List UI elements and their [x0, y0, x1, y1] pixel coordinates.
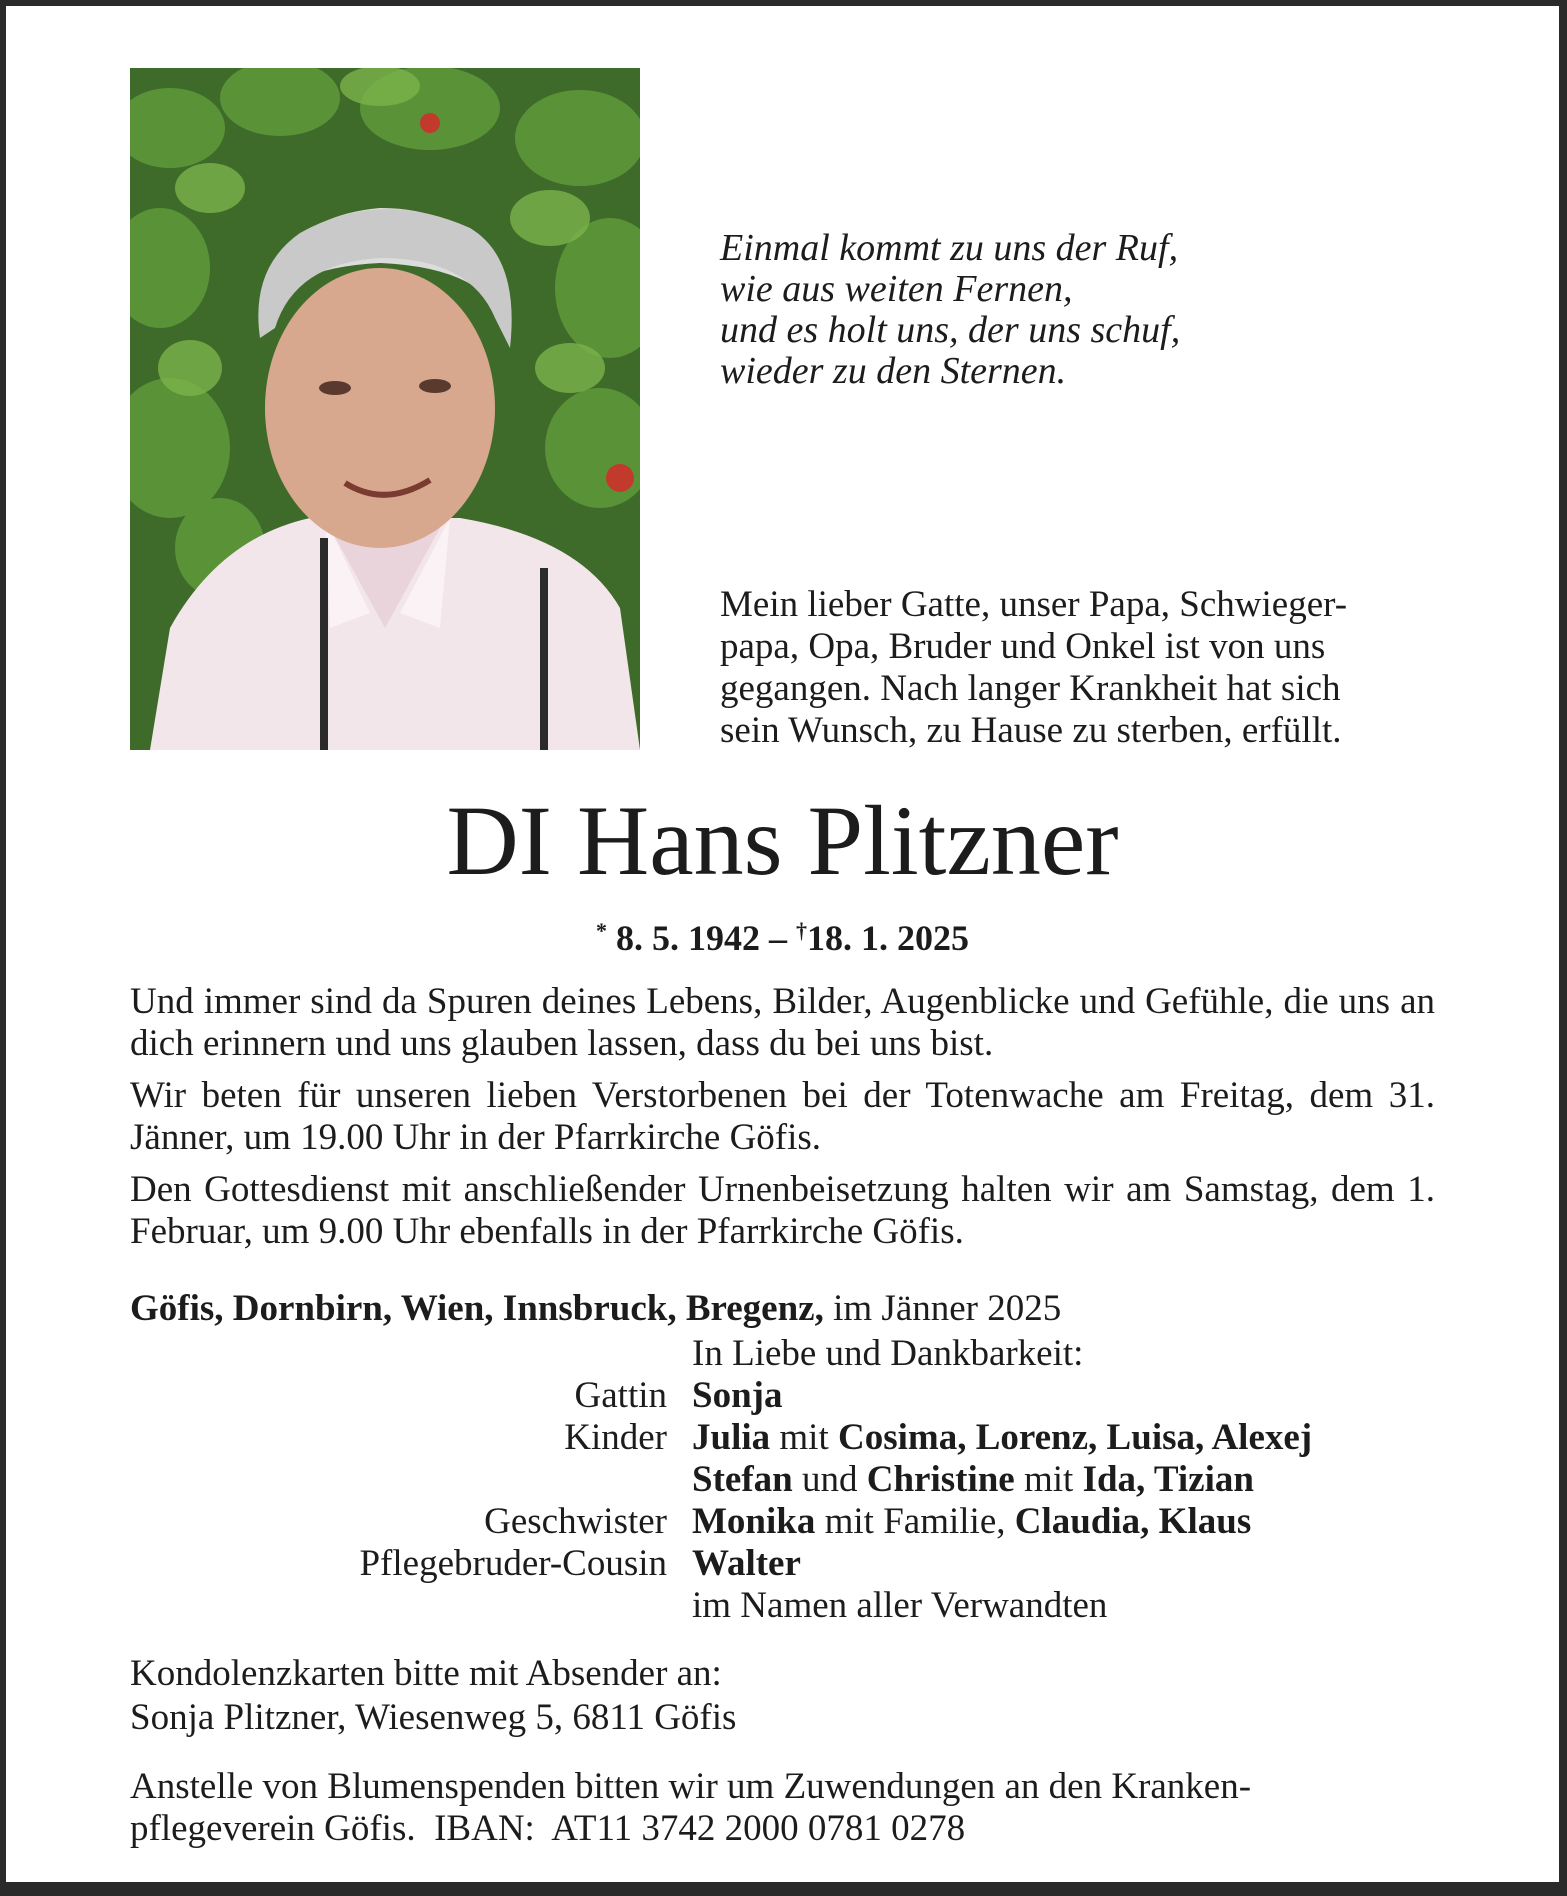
body-paragraphs: [130, 981, 1435, 1263]
place-date: im Jänner 2025: [833, 1288, 1062, 1329]
signoff-row-geschwister: [6, 1501, 1559, 1543]
connector-text: mit: [1023, 1459, 1074, 1500]
place-date-line: [130, 1288, 1061, 1330]
paragraph-service: Den Gottesdienst mit anschließender Urnenbeisetzung halten wir am Samstag, dem 1. Februar, um 9.00 Uhr ebenfalls in der Pfarrkirche Göfis.: [130, 1169, 1435, 1252]
signoff-heading-row: [6, 1333, 1559, 1375]
relation-label: Pflegebruder-Cousin: [359, 1543, 667, 1584]
signoff-heading: In Liebe und Dankbarkeit:: [692, 1333, 1084, 1374]
signoff-closing: im Namen aller Verwandten: [692, 1585, 1108, 1626]
intro-line: sein Wunsch, zu Hause zu sterben, erfüllt.: [720, 710, 1342, 751]
relative-name: Sonja: [692, 1375, 783, 1416]
birth-date: 8. 5. 1942: [616, 918, 760, 958]
relation-label: Geschwister: [484, 1501, 667, 1542]
poem-line: Einmal kommt zu uns der Ruf,: [720, 227, 1179, 269]
signoff-row-gattin: [6, 1375, 1559, 1417]
birth-symbol: *: [596, 918, 607, 943]
relation-label: Gattin: [574, 1375, 667, 1416]
relative-name: Walter: [692, 1543, 801, 1584]
paragraph-wake: Wir beten für unseren lieben Verstorbenen bei der Totenwache am Freitag, dem 31. Jänner, um 19.00 Uhr in der Pfarrkirche Göfis.: [130, 1075, 1435, 1158]
relative-names: Claudia, Klaus: [1014, 1501, 1252, 1542]
relation-label: Kinder: [564, 1417, 667, 1458]
donation-note: [130, 1766, 1435, 1850]
poem-line: wieder zu den Sternen.: [720, 350, 1067, 392]
date-dash: –: [769, 918, 787, 958]
signoff-row-kinder-2: [6, 1459, 1559, 1501]
donation-line: pflegeverein Göfis. IBAN: AT11 3742 2000 0781 0278: [130, 1808, 966, 1849]
poem-line: und es holt uns, der uns schuf,: [720, 309, 1181, 351]
connector-text: und: [801, 1459, 858, 1500]
intro-line: Mein lieber Gatte, unser Papa, Schwieger-: [720, 584, 1348, 625]
life-dates: [6, 909, 1559, 960]
relative-name: Christine: [866, 1459, 1015, 1500]
relative-names: Ida, Tizian: [1082, 1459, 1254, 1500]
signoff-row-kinder: [6, 1417, 1559, 1459]
intro-line: papa, Opa, Bruder und Onkel ist von uns: [720, 626, 1326, 667]
relative-name: Monika: [692, 1501, 816, 1542]
obituary-page: [6, 6, 1559, 1882]
death-date: 18. 1. 2025: [807, 918, 969, 958]
condolence-address: [130, 1652, 736, 1740]
death-symbol: †: [796, 918, 807, 943]
relative-names: Cosima, Lorenz, Luisa, Alexej: [837, 1417, 1313, 1458]
condolence-line: Kondolenzkarten bitte mit Absender an:: [130, 1653, 722, 1694]
intro-line: gegangen. Nach langer Krankheit hat sich: [720, 668, 1341, 709]
paragraph-memory: Und immer sind da Spuren deines Lebens, Bilder, Augenblicke und Gefühle, die uns an dich erinnern und uns glauben lassen, dass du bei uns bist.: [130, 981, 1435, 1064]
portrait-photo: [130, 68, 640, 750]
deceased-name: DI Hans Plitzner: [446, 785, 1119, 896]
relative-name: Stefan: [692, 1459, 793, 1500]
condolence-line: Sonja Plitzner, Wiesenweg 5, 6811 Göfis: [130, 1697, 737, 1738]
intro-text: [720, 584, 1347, 752]
relative-name: Julia: [692, 1417, 771, 1458]
connector-text: mit Familie,: [824, 1501, 1006, 1542]
signoff-row-pflegebruder: [6, 1543, 1559, 1585]
signoff-closing-row: [6, 1585, 1559, 1627]
poem: [720, 228, 1180, 392]
connector-text: mit: [779, 1417, 829, 1458]
donation-line: Anstelle von Blumenspenden bitten wir um Zuwendungen an den Kranken-: [130, 1766, 1252, 1807]
place-cities: Göfis, Dornbirn, Wien, Innsbruck, Bregenz,: [130, 1288, 824, 1329]
poem-line: wie aus weiten Fernen,: [720, 268, 1073, 310]
family-signoff: [6, 1333, 1559, 1627]
